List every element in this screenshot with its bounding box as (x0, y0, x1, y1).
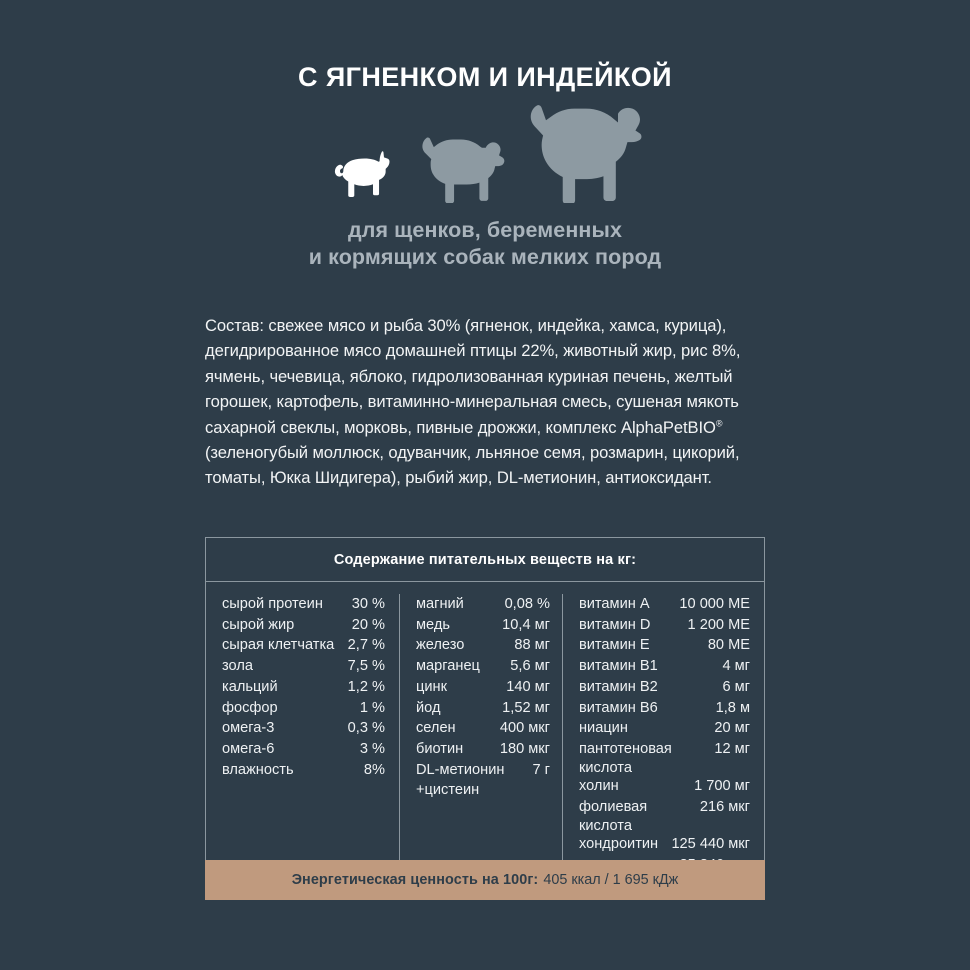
nutrient-value: 0,08 % (504, 596, 550, 612)
nutrient-label: фолиевая (579, 798, 648, 815)
nutrition-column-vitamins (562, 594, 764, 875)
nutrient-row (579, 718, 750, 739)
nutrient-value: 1 % (359, 699, 385, 716)
product-subtitle-line-2: и кормящих собак мелких пород (308, 245, 662, 270)
nutrient-value: 125 440 мкг (671, 835, 750, 852)
nutrient-value: 4 мг (722, 658, 750, 675)
nutrient-label: сырая клетчатка (222, 637, 335, 654)
breed-size-silhouettes (0, 111, 970, 203)
nutrient-label: сырой жир (222, 616, 295, 633)
nutrient-value: 7,5 % (347, 658, 385, 675)
nutrient-label: ниацин (579, 720, 628, 737)
nutrient-value: 20 мг (714, 720, 750, 737)
nutrition-column-analytical (206, 594, 399, 875)
nutrient-label: влажность (222, 761, 294, 778)
large-dog-silhouette (522, 105, 642, 203)
nutrient-value: 400 мкг (499, 720, 550, 737)
nutrient-row (416, 760, 550, 781)
nutrient-label-continued: кислота (579, 817, 632, 834)
nutrient-label: холин (579, 778, 619, 795)
nutrient-row (416, 656, 550, 677)
nutrient-label: цинк (416, 678, 447, 695)
product-subtitle (0, 217, 970, 272)
nutrient-value: 3 % (359, 741, 385, 758)
nutrient-label: марганец (416, 658, 480, 675)
composition-text-main: Состав: свежее мясо и рыба 30% (ягненок, индейка, хамса, курица), дегидрированное мясо домашней птицы 22%, животный жир, рис 8%, ячмень, чечевица, яблоко, гидролизованная куриная печень, желтый горошек, картофель, витаминно-минеральная смесь, сушеная мякоть сахарной свеклы, морковь, пивные дрожжи, комплекс AlphaPetBIO (205, 316, 741, 437)
nutrient-row (222, 677, 385, 698)
nutrient-row (416, 780, 550, 801)
nutrient-value: 12 мг (714, 741, 750, 758)
nutrient-row (579, 656, 750, 677)
nutrient-row (416, 677, 550, 698)
nutrient-row (579, 615, 750, 636)
nutrient-value: 30 % (351, 596, 385, 612)
nutrient-value: 88 мг (514, 637, 550, 654)
product-subtitle-line-1: для щенков, беременных (347, 217, 623, 242)
nutrient-row (222, 635, 385, 656)
nutrient-value: 7 г (532, 761, 550, 778)
nutrient-row (222, 656, 385, 677)
nutrient-row (222, 739, 385, 760)
nutrient-label: кальций (222, 678, 278, 695)
nutrient-value: 2,7 % (347, 637, 385, 654)
energy-value-amount: 405 ккал / 1 695 кДж (543, 872, 679, 888)
nutrient-label: DL-метионин (416, 761, 505, 778)
nutrient-row (416, 594, 550, 615)
energy-value-bar (205, 860, 765, 900)
nutrient-row (416, 615, 550, 636)
nutrient-row (222, 594, 385, 615)
nutrient-label-continued: кислота (579, 759, 632, 776)
nutrient-label: медь (416, 616, 450, 633)
nutrient-row (222, 760, 385, 781)
nutrient-value: 10 000 МЕ (679, 596, 750, 612)
nutrient-row (579, 677, 750, 698)
nutrient-label: селен (416, 720, 456, 737)
nutrient-value: 20 % (351, 616, 385, 633)
nutrient-row (222, 718, 385, 739)
nutrient-row (416, 718, 550, 739)
nutrient-row (579, 635, 750, 656)
nutrient-value: 8% (363, 761, 385, 778)
nutrient-row (579, 594, 750, 615)
nutrition-column-minerals (399, 594, 562, 875)
nutrient-label: витамин D (579, 616, 651, 633)
energy-value-label: Энергетическая ценность на 100г: (291, 872, 539, 888)
nutrition-table (205, 537, 765, 890)
nutrient-value: 0,3 % (347, 720, 385, 737)
nutrient-label: витамин B6 (579, 699, 658, 716)
nutrient-label: зола (222, 658, 253, 675)
nutrition-table-body (206, 582, 764, 889)
nutrient-label: биотин (416, 741, 464, 758)
nutrient-label: фосфор (222, 699, 278, 716)
nutrient-value: 6 мг (722, 678, 750, 695)
nutrient-value: 5,6 мг (510, 658, 550, 675)
nutrient-value: 80 МЕ (707, 637, 750, 654)
nutrient-value: 180 мкг (499, 741, 550, 758)
small-dog-silhouette (329, 148, 395, 203)
nutrient-label: омега-3 (222, 720, 275, 737)
trademark-symbol: ® (715, 417, 723, 428)
nutrient-row (416, 698, 550, 719)
nutrient-label: омега-6 (222, 741, 275, 758)
nutrient-row (579, 776, 750, 797)
nutrient-label: хондроитин (579, 835, 659, 852)
medium-dog-silhouette (411, 130, 506, 203)
nutrient-row (579, 698, 750, 719)
nutrient-value: 1,8 м (715, 699, 750, 716)
nutrient-row (416, 739, 550, 760)
nutrient-row (222, 698, 385, 719)
nutrient-value: 1,2 % (347, 678, 385, 695)
nutrient-row (222, 615, 385, 636)
nutrient-label: пантотеновая (579, 741, 672, 758)
nutrient-value: 1,52 мг (502, 699, 550, 716)
composition-paragraph (205, 313, 767, 491)
nutrient-label: витамин E (579, 637, 650, 654)
nutrient-row (579, 739, 750, 776)
product-headline: С ЯГНЕНКОМ И ИНДЕЙКОЙ (298, 62, 672, 92)
nutrient-label: магний (416, 596, 464, 612)
nutrient-label: +цистеин (416, 782, 480, 799)
nutrient-label: витамин A (579, 596, 650, 612)
nutrient-label: железо (416, 637, 465, 654)
nutrient-value: 10,4 мг (502, 616, 550, 633)
nutrient-label: витамин B1 (579, 658, 658, 675)
nutrient-label: сырой протеин (222, 596, 323, 612)
nutrient-value: 140 мг (506, 678, 550, 695)
nutrient-label: йод (416, 699, 441, 716)
nutrient-row (579, 834, 750, 855)
nutrient-value: 1 200 МЕ (687, 616, 750, 633)
nutrient-value: 1 700 мг (694, 778, 750, 795)
nutrition-table-title: Содержание питательных веществ на кг: (206, 538, 764, 582)
nutrient-row (416, 635, 550, 656)
composition-text-tail: (зеленогубый моллюск, одуванчик, льняное семя, розмарин, цикорий, томаты, Юкка Шидигера), рыбий жир, DL-метионин, антиоксидант. (205, 442, 740, 488)
nutrient-value: 216 мкг (699, 798, 750, 815)
nutrient-label: витамин B2 (579, 678, 658, 695)
nutrient-row (579, 797, 750, 834)
